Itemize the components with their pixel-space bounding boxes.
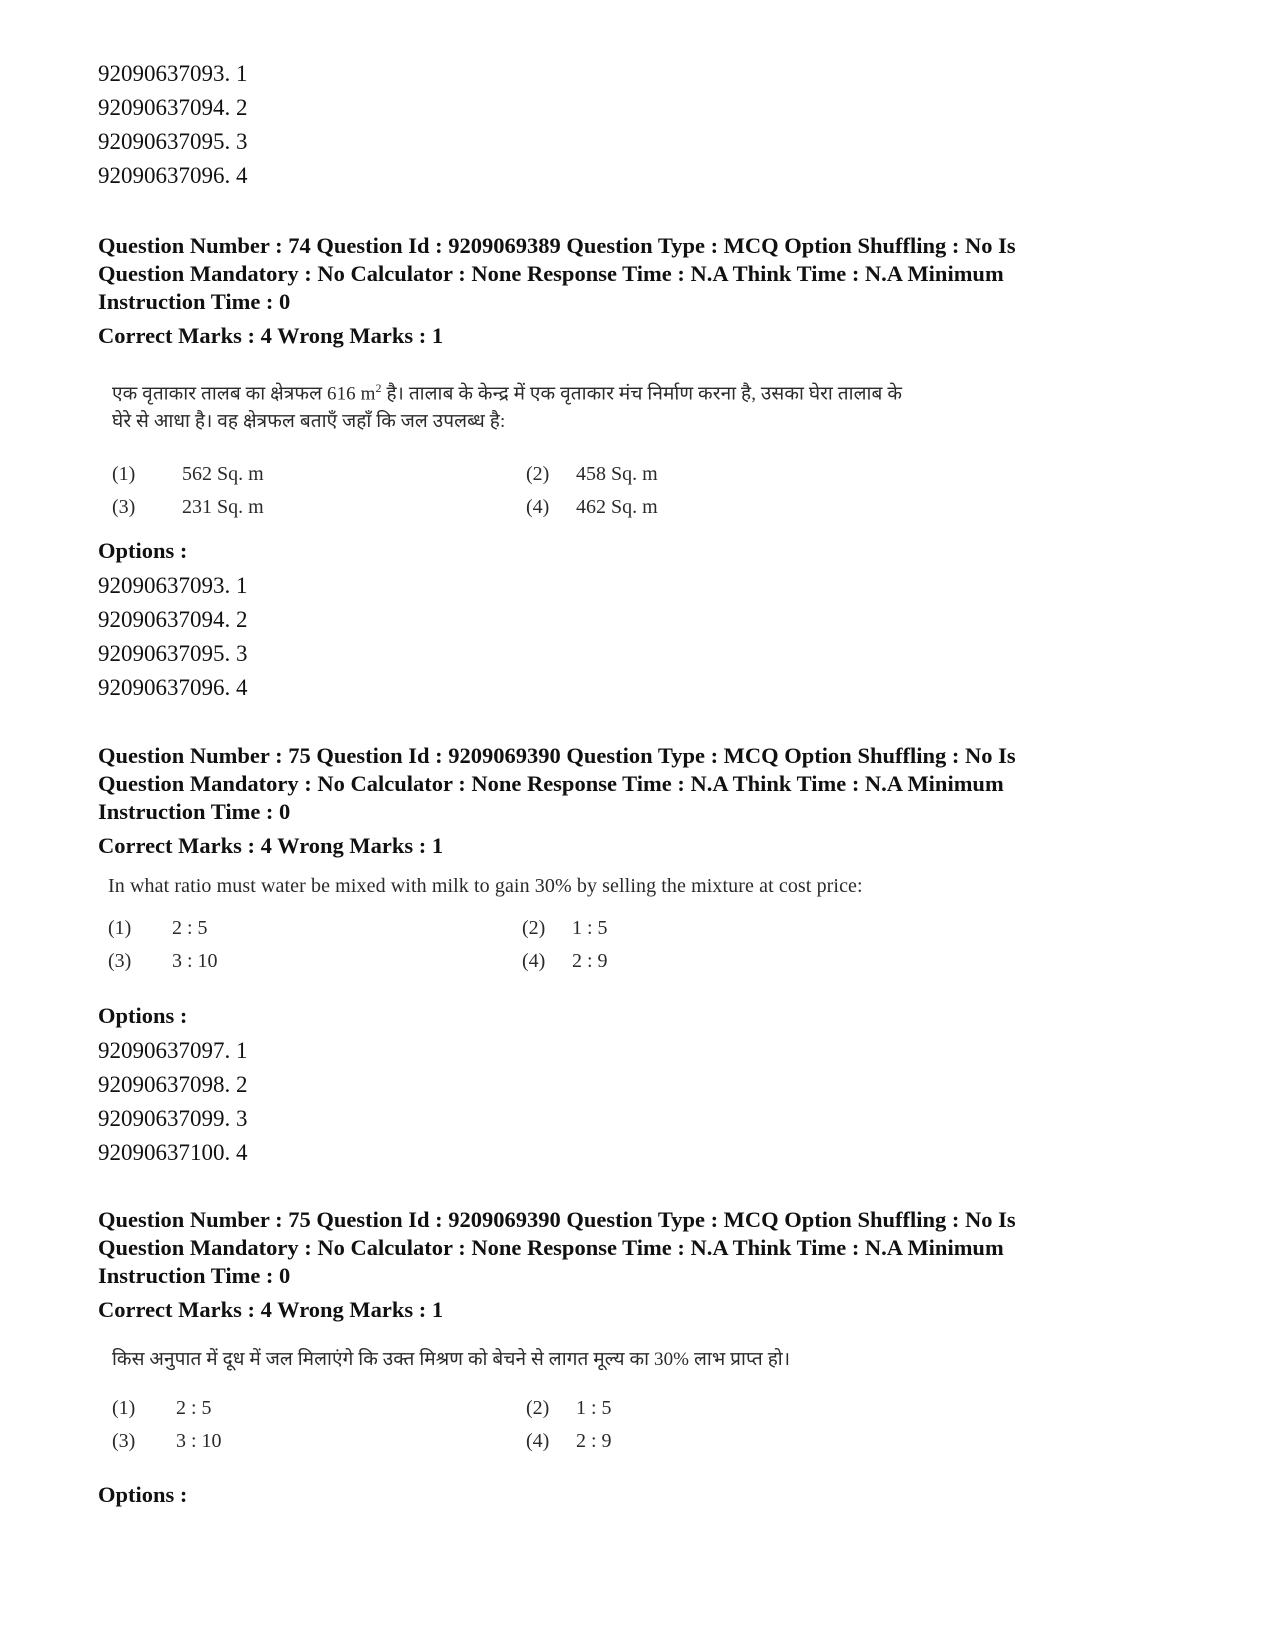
options-title: Options : bbox=[98, 1003, 188, 1028]
header-line: Question Mandatory : No Calculator : None Response Time : N.A Think Time : N.A Minimum bbox=[98, 771, 1004, 796]
choice-row bbox=[112, 491, 1198, 524]
choice-2 bbox=[526, 458, 658, 491]
choice-number: (3) bbox=[112, 496, 136, 519]
options-section-74 bbox=[98, 537, 1198, 705]
question-text-part: एक वृताकार तालब का क्षेत्रफल 616 m bbox=[112, 383, 376, 405]
choice-row bbox=[108, 912, 1198, 945]
choice-number: (2) bbox=[526, 1397, 550, 1419]
choice-1 bbox=[112, 458, 264, 491]
choice-row bbox=[112, 1425, 1198, 1458]
choice-number: (3) bbox=[112, 1430, 136, 1452]
choice-text: 3 : 10 bbox=[176, 1430, 222, 1452]
question-body bbox=[112, 374, 1198, 524]
question-body bbox=[108, 872, 1198, 978]
choice-number: (2) bbox=[522, 917, 546, 939]
header-line: Question Mandatory : No Calculator : None Response Time : N.A Think Time : N.A Minimum bbox=[98, 261, 1004, 286]
question-74 bbox=[98, 232, 1198, 524]
choice-1 bbox=[108, 912, 208, 945]
header-line: Instruction Time : 0 bbox=[98, 1263, 291, 1288]
header-line: Question Mandatory : No Calculator : None Response Time : N.A Think Time : N.A Minimum bbox=[98, 1235, 1004, 1260]
choice-text: 2 : 9 bbox=[572, 950, 608, 972]
choice-number: (1) bbox=[108, 917, 132, 939]
choices bbox=[112, 458, 1198, 524]
question-text bbox=[112, 374, 1198, 408]
question-header bbox=[98, 232, 1198, 316]
option-id-line: 92090637098. 2 bbox=[98, 1072, 248, 1097]
choice-text: 1 : 5 bbox=[572, 917, 608, 939]
choice-row bbox=[108, 945, 1198, 978]
header-line: Instruction Time : 0 bbox=[98, 289, 291, 314]
choice-row bbox=[112, 458, 1198, 491]
choice-text: 3 : 10 bbox=[172, 950, 218, 972]
choice-text: 1 : 5 bbox=[576, 1397, 612, 1419]
choice-text: 458 Sq. m bbox=[576, 463, 658, 486]
options-section-75-hindi bbox=[98, 1481, 1198, 1509]
marks-line: Correct Marks : 4 Wrong Marks : 1 bbox=[98, 323, 444, 348]
option-id-line: 92090637097. 1 bbox=[98, 1038, 248, 1063]
choice-text: 2 : 5 bbox=[172, 917, 208, 939]
option-id-line: 92090637093. 1 bbox=[98, 61, 248, 86]
choice-2 bbox=[522, 912, 608, 945]
choice-text: 2 : 5 bbox=[176, 1397, 212, 1419]
options-section-75 bbox=[98, 1002, 1198, 1170]
question-75-hindi bbox=[98, 1206, 1198, 1458]
header-line: Question Number : 74 Question Id : 9209069389 Question Type : MCQ Option Shuffling : No Is bbox=[98, 233, 1016, 258]
choice-3 bbox=[112, 491, 264, 524]
options-title: Options : bbox=[98, 1482, 188, 1507]
choice-2 bbox=[526, 1392, 612, 1425]
choice-3 bbox=[112, 1425, 222, 1458]
marks-line: Correct Marks : 4 Wrong Marks : 1 bbox=[98, 1297, 444, 1322]
choices bbox=[108, 912, 1198, 978]
question-header bbox=[98, 742, 1198, 826]
choice-number: (4) bbox=[522, 950, 546, 972]
option-id-line: 92090637096. 4 bbox=[98, 163, 248, 188]
choices bbox=[112, 1392, 1198, 1458]
question-text: In what ratio must water be mixed with milk to gain 30% by selling the mixture at cost price: bbox=[108, 875, 863, 897]
prev-options-list bbox=[98, 57, 1198, 193]
header-line: Question Number : 75 Question Id : 9209069390 Question Type : MCQ Option Shuffling : No Is bbox=[98, 743, 1016, 768]
marks-line: Correct Marks : 4 Wrong Marks : 1 bbox=[98, 833, 444, 858]
option-id-line: 92090637093. 1 bbox=[98, 573, 248, 598]
header-line: Question Number : 75 Question Id : 9209069390 Question Type : MCQ Option Shuffling : No Is bbox=[98, 1207, 1016, 1232]
choice-number: (2) bbox=[526, 463, 550, 486]
choice-number: (3) bbox=[108, 950, 132, 972]
choice-text: 231 Sq. m bbox=[182, 496, 264, 519]
header-line: Instruction Time : 0 bbox=[98, 799, 291, 824]
choice-3 bbox=[108, 945, 218, 978]
choice-row bbox=[112, 1392, 1198, 1425]
choice-4 bbox=[526, 1425, 612, 1458]
option-id-line: 92090637094. 2 bbox=[98, 95, 248, 120]
choice-number: (4) bbox=[526, 496, 550, 519]
option-id-line: 92090637099. 3 bbox=[98, 1106, 248, 1131]
choice-4 bbox=[522, 945, 608, 978]
choice-number: (4) bbox=[526, 1430, 550, 1452]
choice-number: (1) bbox=[112, 1397, 136, 1419]
choice-text: 462 Sq. m bbox=[576, 496, 658, 519]
question-header bbox=[98, 1206, 1198, 1290]
option-id-line: 92090637096. 4 bbox=[98, 675, 248, 700]
question-body bbox=[112, 1346, 1198, 1458]
choice-1 bbox=[112, 1392, 212, 1425]
question-text: किस अनुपात में दूध में जल मिलाएंगे कि उक्त मिश्रण को बेचने से लागत मूल्य का 30% लाभ प्राप्त हो। bbox=[112, 1349, 791, 1370]
option-id-line: 92090637095. 3 bbox=[98, 641, 248, 666]
options-title: Options : bbox=[98, 538, 188, 563]
question-text-line2: घेरे से आधा है। वह क्षेत्रफल बताएँ जहाँ कि जल उपलब्ध है: bbox=[112, 411, 506, 433]
choice-text: 2 : 9 bbox=[576, 1430, 612, 1452]
choice-4 bbox=[526, 491, 658, 524]
option-id-line: 92090637100. 4 bbox=[98, 1140, 248, 1165]
question-text-part: है। तालाब के केन्द्र में एक वृताकार मंच निर्माण करना है, उसका घेरा तालाब के bbox=[381, 383, 903, 405]
question-75-english bbox=[98, 742, 1198, 978]
superscript: 2 bbox=[375, 381, 382, 395]
choice-text: 562 Sq. m bbox=[182, 463, 264, 486]
choice-number: (1) bbox=[112, 463, 136, 486]
option-id-line: 92090637095. 3 bbox=[98, 129, 248, 154]
option-id-line: 92090637094. 2 bbox=[98, 607, 248, 632]
